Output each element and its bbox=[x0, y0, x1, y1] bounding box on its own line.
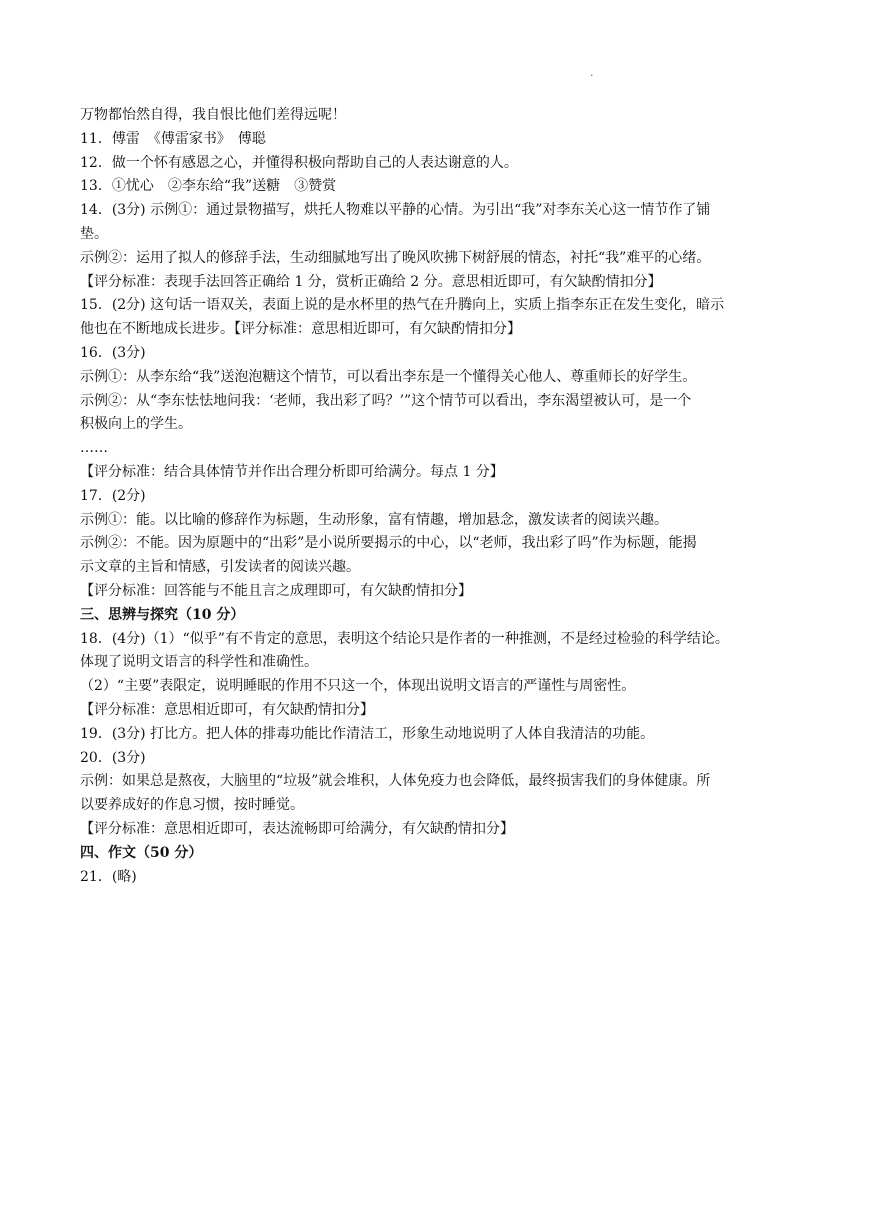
answer-18: 18．(4分)（1）“似乎”有不肯定的意思，表明这个结论只是作者的一种推测，不是经过检验的科学结论。 bbox=[80, 630, 729, 647]
answer-20: 20．(3分) bbox=[80, 749, 146, 766]
answer-16: 16．(3分) bbox=[80, 344, 146, 361]
text-line: 示例①：能。以比喻的修辞作为标题，生动形象，富有情趣，增加悬念，激发读者的阅读兴趣。 bbox=[80, 511, 668, 528]
text-line: 示例①：从李东给“我”送泡泡糖这个情节，可以看出李东是一个懂得关心他人、尊重师长的好学生。 bbox=[80, 368, 697, 385]
scoring-criteria: 【评分标准：结合具体情节并作出合理分析即可给满分。每点 1 分】 bbox=[80, 463, 504, 480]
section-heading-3: 三、思辨与探究（10 分） bbox=[80, 606, 245, 623]
answer-12: 12．做一个怀有感恩之心，并懂得积极向帮助自己的人表达谢意的人。 bbox=[80, 154, 518, 171]
scoring-criteria: 【评分标准：意思相近即可，有欠缺酌情扣分】 bbox=[80, 701, 374, 718]
scoring-criteria: 【评分标准：意思相近即可，表达流畅即可给满分，有欠缺酌情扣分】 bbox=[80, 820, 514, 837]
section-heading-4: 四、作文（50 分） bbox=[80, 844, 203, 861]
text-line: 示例②：从“李东怯怯地问我：‘老师，我出彩了吗？’”这个情节可以看出，李东渴望被认可，是一个 bbox=[80, 392, 692, 409]
text-line: 示文章的主旨和情感，引发读者的阅读兴趣。 bbox=[80, 559, 360, 576]
text-line: 以要养成好的作息习惯，按时睡觉。 bbox=[80, 797, 304, 814]
answer-14: 14．(3分) 示例①：通过景物描写，烘托人物难以平静的心情。为引出“我”对李东关心这一情节作了铺 bbox=[80, 202, 711, 219]
text-line: 示例②：运用了拟人的修辞手法，生动细腻地写出了晚风吹拂下树舒展的情态，衬托“我”难平的心绪。 bbox=[80, 249, 711, 266]
answer-13: 13．①忧心 ②李东给“我”送糖 ③赞赏 bbox=[80, 178, 337, 195]
scoring-criteria: 【评分标准：表现手法回答正确给 1 分，赏析正确给 2 分。意思相近即可，有欠缺酌情扣分】 bbox=[80, 273, 662, 290]
page-marker: . bbox=[590, 66, 594, 79]
text-line: 垫。 bbox=[80, 225, 108, 242]
answer-11: 11．傅雷 《傅雷家书》 傅聪 bbox=[80, 130, 266, 147]
scoring-criteria: 【评分标准：回答能与不能且言之成理即可，有欠缺酌情扣分】 bbox=[80, 582, 472, 599]
answer-15: 15．(2分) 这句话一语双关，表面上说的是水杯里的热气在升腾向上，实质上指李东正在发生变化，暗示 bbox=[80, 297, 725, 314]
text-line: 示例②：不能。因为原题中的“出彩”是小说所要揭示的中心，以“老师，我出彩了吗”作为标题，能揭 bbox=[80, 535, 697, 552]
ellipsis: …… bbox=[80, 440, 108, 457]
answer-21: 21．(略) bbox=[80, 868, 137, 885]
text-line: 积极向上的学生。 bbox=[80, 416, 192, 433]
text-line: 万物都怡然自得，我自恨比他们差得远呢！ bbox=[80, 107, 346, 123]
answer-19: 19．(3分) 打比方。把人体的排毒功能比作清洁工，形象生动地说明了人体自我清洁的功能。 bbox=[80, 725, 655, 742]
text-line: 体现了说明文语言的科学性和准确性。 bbox=[80, 654, 318, 671]
answer-key-body bbox=[80, 104, 792, 889]
text-line: 示例：如果总是熬夜，大脑里的“垃圾”就会堆积，人体免疫力也会降低，最终损害我们的身体健康。所 bbox=[80, 773, 711, 790]
text-line: 他也在不断地成长进步。【评分标准：意思相近即可，有欠缺酌情扣分】 bbox=[80, 321, 521, 338]
text-line: （2）“主要”表限定，说明睡眠的作用不只这一个，体现出说明文语言的严谨性与周密性。 bbox=[80, 678, 636, 695]
answer-17: 17．(2分) bbox=[80, 487, 146, 504]
